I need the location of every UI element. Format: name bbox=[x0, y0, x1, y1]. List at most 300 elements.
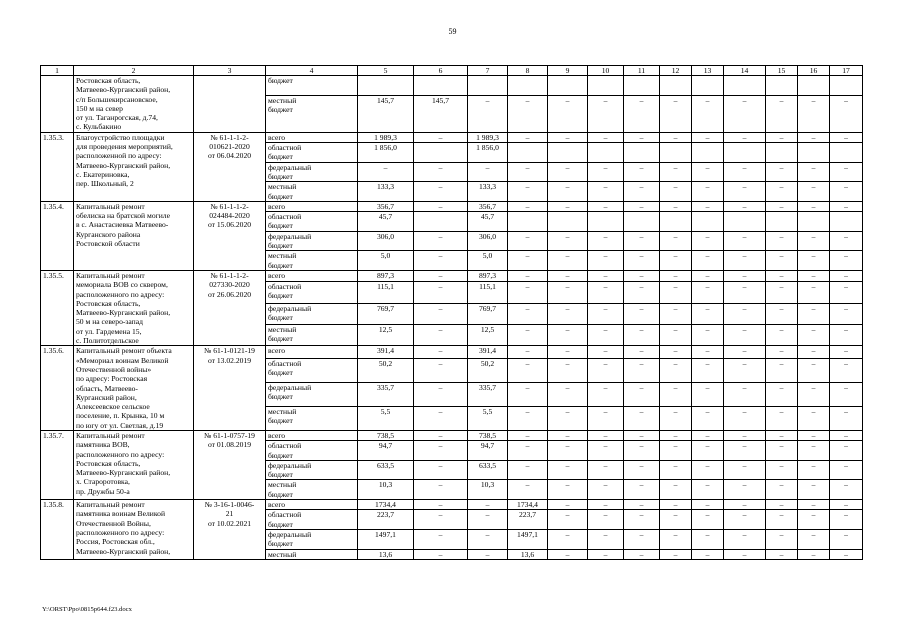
value-cell: – bbox=[724, 460, 766, 480]
value-cell: 1 989,3 bbox=[358, 132, 414, 142]
funding-source-cell: местный бюджет bbox=[266, 406, 358, 430]
value-cell: – bbox=[692, 500, 724, 510]
value-cell: – bbox=[624, 270, 660, 281]
object-name-cell: Капитальный ремонт обелиска на братской могиле в с. Анастасиевка Матвеево- Курганского района Ростовской области bbox=[74, 201, 194, 270]
value-cell: – bbox=[724, 346, 766, 359]
funding-source-cell: областной бюджет bbox=[266, 212, 358, 232]
value-cell: – bbox=[830, 95, 863, 132]
value-cell: – bbox=[414, 270, 468, 281]
value-cell: – bbox=[830, 251, 863, 271]
value-cell: 115,1 bbox=[468, 282, 508, 303]
value-cell: – bbox=[692, 480, 724, 500]
value-cell: – bbox=[830, 346, 863, 359]
value-cell: – bbox=[508, 382, 548, 406]
value-cell bbox=[548, 76, 588, 96]
value-cell: – bbox=[588, 430, 624, 440]
value-cell: – bbox=[414, 441, 468, 461]
value-cell: – bbox=[830, 162, 863, 182]
value-cell: – bbox=[588, 346, 624, 359]
value-cell: – bbox=[624, 549, 660, 559]
value-cell: – bbox=[660, 231, 692, 251]
value-cell: 10,3 bbox=[468, 480, 508, 500]
value-cell: – bbox=[548, 500, 588, 510]
value-cell bbox=[468, 76, 508, 96]
value-cell: – bbox=[766, 358, 798, 382]
value-cell: – bbox=[414, 460, 468, 480]
value-cell: – bbox=[724, 201, 766, 211]
funding-source-cell: областной бюджет bbox=[266, 143, 358, 163]
value-cell bbox=[414, 76, 468, 96]
value-cell: 769,7 bbox=[358, 303, 414, 324]
value-cell: – bbox=[588, 303, 624, 324]
value-cell: 12,5 bbox=[468, 324, 508, 345]
value-cell: 5,5 bbox=[468, 406, 508, 430]
funding-source-cell: областной бюджет bbox=[266, 282, 358, 303]
value-cell: 738,5 bbox=[358, 430, 414, 440]
value-cell: – bbox=[548, 430, 588, 440]
value-cell bbox=[692, 143, 724, 163]
value-cell: – bbox=[624, 282, 660, 303]
value-cell: – bbox=[766, 132, 798, 142]
value-cell: 223,7 bbox=[358, 510, 414, 530]
value-cell: – bbox=[414, 346, 468, 359]
value-cell: – bbox=[548, 162, 588, 182]
value-cell: – bbox=[692, 346, 724, 359]
object-name-cell: Капитальный ремонт памятника воинам Великой Отечественной Войны, расположенного по адресу: Россия, Ростовская обл., Матвеево-Курганский район, bbox=[74, 500, 194, 560]
value-cell: 1734,4 bbox=[358, 500, 414, 510]
document-cell bbox=[194, 76, 266, 133]
funding-source-cell: местный бюджет bbox=[266, 251, 358, 271]
value-cell: – bbox=[724, 251, 766, 271]
value-cell: – bbox=[798, 480, 830, 500]
value-cell: – bbox=[548, 231, 588, 251]
value-cell: – bbox=[660, 346, 692, 359]
funding-source-cell: федеральный бюджет bbox=[266, 162, 358, 182]
value-cell bbox=[766, 212, 798, 232]
value-cell: – bbox=[766, 430, 798, 440]
value-cell: – bbox=[692, 324, 724, 345]
value-cell: – bbox=[508, 251, 548, 271]
value-cell: – bbox=[830, 510, 863, 530]
item-number-cell: 1.35.6. bbox=[41, 346, 74, 431]
value-cell: – bbox=[548, 303, 588, 324]
value-cell: – bbox=[660, 182, 692, 202]
value-cell: – bbox=[766, 182, 798, 202]
value-cell: – bbox=[798, 324, 830, 345]
value-cell: – bbox=[548, 549, 588, 559]
value-cell: – bbox=[660, 430, 692, 440]
table-row bbox=[41, 500, 863, 510]
column-header-5: 5 bbox=[358, 66, 414, 76]
value-cell: 391,4 bbox=[358, 346, 414, 359]
value-cell: – bbox=[692, 549, 724, 559]
value-cell: – bbox=[414, 382, 468, 406]
value-cell: 5,0 bbox=[468, 251, 508, 271]
value-cell: – bbox=[508, 182, 548, 202]
document-cell: № 61-1-0757-19 от 01.08.2019 bbox=[194, 430, 266, 499]
funding-source-cell: всего bbox=[266, 500, 358, 510]
value-cell: – bbox=[508, 430, 548, 440]
value-cell: – bbox=[548, 358, 588, 382]
value-cell: – bbox=[724, 95, 766, 132]
value-cell: 897,3 bbox=[358, 270, 414, 281]
value-cell: – bbox=[508, 282, 548, 303]
value-cell: – bbox=[724, 480, 766, 500]
value-cell: – bbox=[624, 510, 660, 530]
value-cell: – bbox=[660, 132, 692, 142]
value-cell: – bbox=[830, 441, 863, 461]
value-cell: – bbox=[468, 95, 508, 132]
value-cell: – bbox=[414, 251, 468, 271]
value-cell: – bbox=[724, 182, 766, 202]
value-cell: – bbox=[468, 162, 508, 182]
value-cell: – bbox=[414, 162, 468, 182]
value-cell: – bbox=[548, 95, 588, 132]
value-cell: – bbox=[766, 324, 798, 345]
value-cell bbox=[724, 143, 766, 163]
value-cell: – bbox=[692, 270, 724, 281]
value-cell: 769,7 bbox=[468, 303, 508, 324]
value-cell: – bbox=[468, 510, 508, 530]
value-cell: – bbox=[588, 406, 624, 430]
value-cell: – bbox=[692, 201, 724, 211]
value-cell bbox=[724, 76, 766, 96]
value-cell: – bbox=[660, 460, 692, 480]
document-cell: № 61-1-1-2- 010621-2020 от 06.04.2020 bbox=[194, 132, 266, 201]
value-cell: – bbox=[548, 460, 588, 480]
value-cell bbox=[508, 143, 548, 163]
value-cell: 45,7 bbox=[468, 212, 508, 232]
object-name-cell: Капитальный ремонт памятника ВОВ, расположенного по адресу: Ростовская область, Матвеево-Курганский район, х. Староротовка, пр. Дружбы 50-а bbox=[74, 430, 194, 499]
value-cell bbox=[830, 143, 863, 163]
value-cell: – bbox=[508, 460, 548, 480]
value-cell: 13,6 bbox=[358, 549, 414, 559]
value-cell: – bbox=[830, 382, 863, 406]
value-cell: – bbox=[588, 251, 624, 271]
value-cell: – bbox=[548, 346, 588, 359]
value-cell: – bbox=[508, 132, 548, 142]
value-cell: – bbox=[724, 324, 766, 345]
value-cell: – bbox=[766, 346, 798, 359]
value-cell: – bbox=[588, 201, 624, 211]
table-row bbox=[41, 132, 863, 142]
value-cell bbox=[588, 143, 624, 163]
funding-source-cell: федеральный бюджет bbox=[266, 303, 358, 324]
funding-source-cell: областной бюджет bbox=[266, 510, 358, 530]
funding-source-cell: всего bbox=[266, 430, 358, 440]
funding-source-cell: федеральный бюджет bbox=[266, 382, 358, 406]
value-cell: – bbox=[660, 95, 692, 132]
value-cell bbox=[624, 212, 660, 232]
value-cell: – bbox=[830, 132, 863, 142]
value-cell: – bbox=[548, 282, 588, 303]
object-name-cell: Капитальный ремонт мемориала ВОВ со сквером, расположенного по адресу: Ростовская область, Матвеево-Курганский район, 50 м на северо-запад от ул. Гардемена 15, с. Политотдельское bbox=[74, 270, 194, 345]
value-cell: – bbox=[414, 406, 468, 430]
value-cell: – bbox=[724, 162, 766, 182]
value-cell: – bbox=[548, 510, 588, 530]
value-cell: – bbox=[660, 510, 692, 530]
value-cell: – bbox=[624, 182, 660, 202]
value-cell: 50,2 bbox=[468, 358, 508, 382]
value-cell: – bbox=[798, 430, 830, 440]
value-cell: – bbox=[414, 480, 468, 500]
value-cell: – bbox=[588, 324, 624, 345]
value-cell: – bbox=[830, 303, 863, 324]
value-cell: 5,5 bbox=[358, 406, 414, 430]
value-cell: – bbox=[692, 132, 724, 142]
value-cell: – bbox=[724, 500, 766, 510]
document-cell: № 61-1-0121-19 от 13.02.2019 bbox=[194, 346, 266, 431]
value-cell: – bbox=[588, 460, 624, 480]
table-row bbox=[41, 430, 863, 440]
value-cell: – bbox=[692, 406, 724, 430]
value-cell: 5,0 bbox=[358, 251, 414, 271]
value-cell: – bbox=[830, 324, 863, 345]
value-cell: 45,7 bbox=[358, 212, 414, 232]
value-cell: – bbox=[798, 406, 830, 430]
value-cell: – bbox=[414, 430, 468, 440]
value-cell: – bbox=[624, 324, 660, 345]
value-cell: – bbox=[766, 95, 798, 132]
value-cell: 897,3 bbox=[468, 270, 508, 281]
value-cell: – bbox=[548, 406, 588, 430]
value-cell: – bbox=[798, 510, 830, 530]
value-cell: – bbox=[548, 324, 588, 345]
column-header-6: 6 bbox=[414, 66, 468, 76]
value-cell: – bbox=[724, 132, 766, 142]
value-cell: 94,7 bbox=[358, 441, 414, 461]
value-cell: – bbox=[624, 441, 660, 461]
value-cell: – bbox=[414, 303, 468, 324]
column-header-15: 15 bbox=[766, 66, 798, 76]
value-cell bbox=[798, 143, 830, 163]
value-cell: – bbox=[766, 529, 798, 549]
table-row bbox=[41, 76, 863, 96]
column-header-11: 11 bbox=[624, 66, 660, 76]
value-cell: 115,1 bbox=[358, 282, 414, 303]
value-cell: – bbox=[830, 282, 863, 303]
funding-source-cell: местный бюджет bbox=[266, 182, 358, 202]
value-cell: – bbox=[624, 460, 660, 480]
column-header-3: 3 bbox=[194, 66, 266, 76]
value-cell bbox=[766, 143, 798, 163]
value-cell: – bbox=[414, 201, 468, 211]
value-cell: 391,4 bbox=[468, 346, 508, 359]
value-cell: 133,3 bbox=[468, 182, 508, 202]
value-cell: – bbox=[624, 162, 660, 182]
value-cell bbox=[588, 212, 624, 232]
value-cell: – bbox=[830, 480, 863, 500]
value-cell: – bbox=[624, 303, 660, 324]
value-cell: – bbox=[724, 358, 766, 382]
value-cell: – bbox=[798, 132, 830, 142]
value-cell: – bbox=[508, 303, 548, 324]
value-cell: 145,7 bbox=[414, 95, 468, 132]
value-cell: 633,5 bbox=[358, 460, 414, 480]
value-cell: – bbox=[830, 460, 863, 480]
value-cell: – bbox=[798, 346, 830, 359]
value-cell: – bbox=[468, 549, 508, 559]
value-cell: – bbox=[660, 382, 692, 406]
object-name-cell: Ростовская область, Матвеево-Курганский район, с/п Большекирсановское, 150 м на север от ул. Таганрогская, д.74, с. Кульбакино bbox=[74, 76, 194, 133]
page-number: 59 bbox=[448, 27, 457, 36]
value-cell: – bbox=[724, 441, 766, 461]
value-cell: – bbox=[766, 270, 798, 281]
value-cell: – bbox=[692, 231, 724, 251]
column-header-7: 7 bbox=[468, 66, 508, 76]
value-cell: – bbox=[724, 270, 766, 281]
value-cell: – bbox=[624, 132, 660, 142]
value-cell: – bbox=[766, 480, 798, 500]
value-cell: – bbox=[548, 529, 588, 549]
value-cell: – bbox=[724, 510, 766, 530]
item-number-cell: 1.35.7. bbox=[41, 430, 74, 499]
value-cell: – bbox=[414, 282, 468, 303]
object-name-cell: Благоустройство площадки для проведения мероприятий, расположенной по адресу: Матвеево-Курганский район, с. Екатериновка, пер. Школьный, 2 bbox=[74, 132, 194, 201]
column-header-1: 1 bbox=[41, 66, 74, 76]
value-cell: – bbox=[798, 182, 830, 202]
value-cell: – bbox=[624, 382, 660, 406]
table-row bbox=[41, 346, 863, 359]
value-cell: – bbox=[624, 346, 660, 359]
value-cell: – bbox=[660, 549, 692, 559]
value-cell: – bbox=[624, 430, 660, 440]
value-cell: – bbox=[766, 382, 798, 406]
value-cell: – bbox=[692, 162, 724, 182]
value-cell bbox=[692, 76, 724, 96]
value-cell bbox=[508, 76, 548, 96]
column-header-9: 9 bbox=[548, 66, 588, 76]
value-cell: – bbox=[548, 382, 588, 406]
value-cell: – bbox=[414, 510, 468, 530]
value-cell: – bbox=[588, 282, 624, 303]
value-cell: 12,5 bbox=[358, 324, 414, 345]
value-cell bbox=[692, 212, 724, 232]
value-cell: – bbox=[588, 382, 624, 406]
value-cell: – bbox=[798, 460, 830, 480]
item-number-cell: 1.35.5. bbox=[41, 270, 74, 345]
value-cell: – bbox=[588, 270, 624, 281]
document-cell: № 61-1-1-2- 024484-2020 от 15.06.2020 bbox=[194, 201, 266, 270]
value-cell: – bbox=[830, 270, 863, 281]
value-cell: – bbox=[508, 201, 548, 211]
column-header-4: 4 bbox=[266, 66, 358, 76]
value-cell: – bbox=[766, 231, 798, 251]
value-cell: – bbox=[414, 549, 468, 559]
value-cell: – bbox=[508, 162, 548, 182]
value-cell: – bbox=[624, 480, 660, 500]
value-cell: – bbox=[588, 480, 624, 500]
value-cell: – bbox=[588, 231, 624, 251]
value-cell: 1 856,0 bbox=[468, 143, 508, 163]
value-cell: – bbox=[766, 510, 798, 530]
value-cell: – bbox=[588, 529, 624, 549]
value-cell: – bbox=[798, 441, 830, 461]
value-cell: – bbox=[468, 500, 508, 510]
value-cell: – bbox=[414, 231, 468, 251]
value-cell: – bbox=[692, 510, 724, 530]
value-cell: – bbox=[508, 270, 548, 281]
value-cell: – bbox=[798, 95, 830, 132]
funding-source-cell: областной бюджет bbox=[266, 441, 358, 461]
value-cell: – bbox=[724, 382, 766, 406]
value-cell: – bbox=[798, 303, 830, 324]
value-cell bbox=[588, 76, 624, 96]
value-cell: – bbox=[548, 201, 588, 211]
value-cell: – bbox=[830, 231, 863, 251]
value-cell: – bbox=[692, 95, 724, 132]
value-cell: – bbox=[724, 430, 766, 440]
value-cell bbox=[358, 76, 414, 96]
document-cell: № 3-16-1-0046- 21 от 10.02.2021 bbox=[194, 500, 266, 560]
funding-source-cell: бюджет bbox=[266, 76, 358, 96]
value-cell: – bbox=[660, 529, 692, 549]
value-cell bbox=[548, 143, 588, 163]
value-cell bbox=[798, 76, 830, 96]
header-row bbox=[41, 66, 863, 76]
document-cell: № 61-1-1-2- 027330-2020 от 26.06.2020 bbox=[194, 270, 266, 345]
value-cell: – bbox=[692, 282, 724, 303]
budget-table bbox=[40, 65, 863, 560]
value-cell: 1 989,3 bbox=[468, 132, 508, 142]
table-row bbox=[41, 270, 863, 281]
value-cell: – bbox=[830, 529, 863, 549]
value-cell: – bbox=[830, 500, 863, 510]
value-cell: – bbox=[588, 510, 624, 530]
value-cell: – bbox=[798, 549, 830, 559]
value-cell: – bbox=[624, 358, 660, 382]
value-cell: – bbox=[660, 358, 692, 382]
value-cell: – bbox=[692, 358, 724, 382]
value-cell: 335,7 bbox=[358, 382, 414, 406]
value-cell: – bbox=[358, 162, 414, 182]
value-cell: 1497,1 bbox=[358, 529, 414, 549]
value-cell: – bbox=[766, 406, 798, 430]
item-number-cell: 1.35.3. bbox=[41, 132, 74, 201]
value-cell: 10,3 bbox=[358, 480, 414, 500]
file-path-footer: Y:\ORST\Ppo\0815p644.f23.docx bbox=[42, 606, 132, 613]
value-cell: – bbox=[830, 182, 863, 202]
value-cell: 13,6 bbox=[508, 549, 548, 559]
value-cell bbox=[414, 143, 468, 163]
value-cell: – bbox=[508, 95, 548, 132]
value-cell: – bbox=[798, 529, 830, 549]
value-cell: – bbox=[692, 182, 724, 202]
value-cell: – bbox=[660, 162, 692, 182]
value-cell: – bbox=[798, 358, 830, 382]
value-cell: – bbox=[798, 251, 830, 271]
funding-source-cell: всего bbox=[266, 201, 358, 211]
value-cell: – bbox=[548, 132, 588, 142]
value-cell bbox=[660, 76, 692, 96]
column-header-12: 12 bbox=[660, 66, 692, 76]
value-cell: – bbox=[588, 132, 624, 142]
value-cell: – bbox=[624, 251, 660, 271]
value-cell: – bbox=[766, 549, 798, 559]
column-header-10: 10 bbox=[588, 66, 624, 76]
value-cell: – bbox=[624, 201, 660, 211]
value-cell: – bbox=[660, 406, 692, 430]
funding-source-cell: всего bbox=[266, 132, 358, 142]
value-cell: – bbox=[508, 231, 548, 251]
value-cell: 356,7 bbox=[358, 201, 414, 211]
value-cell bbox=[414, 212, 468, 232]
value-cell: 1 856,0 bbox=[358, 143, 414, 163]
value-cell: – bbox=[724, 529, 766, 549]
funding-source-cell: областной бюджет bbox=[266, 358, 358, 382]
value-cell: 306,0 bbox=[468, 231, 508, 251]
value-cell: – bbox=[798, 500, 830, 510]
